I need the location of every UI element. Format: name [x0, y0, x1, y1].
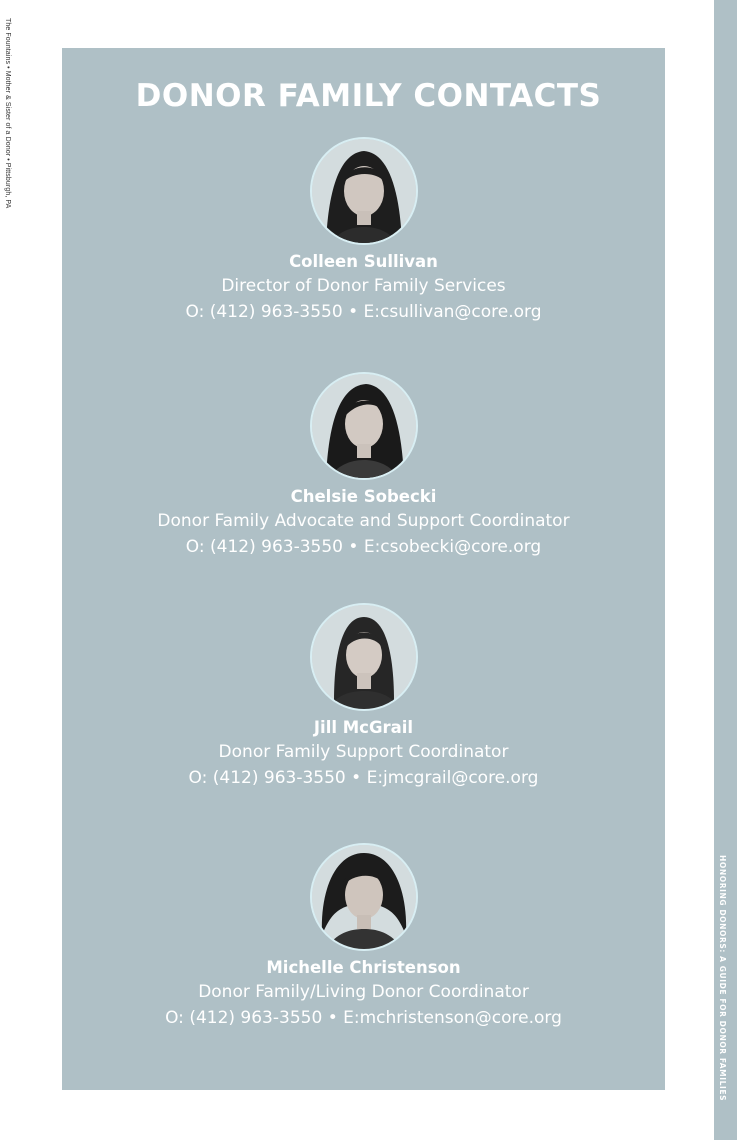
separator-bullet: • — [348, 537, 359, 557]
contact-card — [62, 372, 665, 560]
contact-details — [62, 1005, 665, 1031]
contact-role: Donor Family Support Coordinator — [218, 742, 509, 762]
page-title: DONOR FAMILY CONTACTS — [135, 78, 602, 114]
email-label: E: — [366, 768, 384, 788]
contact-name: Chelsie Sobecki — [290, 487, 437, 506]
phone-label: O: — [185, 537, 205, 557]
avatar — [310, 137, 418, 245]
phone-label: O: — [165, 1008, 184, 1028]
avatar — [310, 603, 418, 711]
email-address[interactable]: csobecki@core.org — [380, 537, 542, 557]
contact-role: Donor Family Advocate and Support Coordinator — [157, 511, 570, 531]
contact-card — [62, 603, 665, 791]
contact-details — [62, 299, 665, 325]
email-label: E: — [363, 537, 381, 557]
separator-bullet: • — [348, 302, 359, 322]
phone-number[interactable]: (412) 963-3550 — [189, 1008, 323, 1028]
phone-number[interactable]: (412) 963-3550 — [210, 537, 343, 557]
side-tab-label: HONORING DONORS: A GUIDE FOR DONOR FAMILIES — [718, 855, 727, 1102]
contact-card — [62, 843, 665, 1031]
phone-label: O: — [188, 768, 208, 788]
avatar — [310, 372, 418, 480]
contact-role: Donor Family/Living Donor Coordinator — [198, 982, 529, 1002]
email-address[interactable]: jmcgrail@core.org — [383, 768, 539, 788]
contact-name: Colleen Sullivan — [289, 252, 438, 271]
email-address[interactable]: mchristenson@core.org — [359, 1008, 562, 1028]
contact-role: Director of Donor Family Services — [221, 276, 506, 296]
side-caption: The Fountains • Mother & Sister of a Donor • Pittsburgh, PA — [4, 18, 11, 209]
email-label: E: — [343, 1008, 360, 1028]
contact-details — [62, 765, 665, 791]
contact-details — [62, 534, 665, 560]
side-tab — [714, 0, 737, 1140]
phone-number[interactable]: (412) 963-3550 — [212, 768, 346, 788]
email-label: E: — [363, 302, 380, 322]
separator-bullet: • — [351, 768, 362, 788]
contact-name: Michelle Christenson — [266, 958, 461, 977]
separator-bullet: • — [327, 1008, 338, 1028]
phone-label: O: — [185, 302, 205, 322]
avatar — [310, 843, 418, 951]
email-address[interactable]: csullivan@core.org — [379, 302, 542, 322]
contact-name: Jill McGrail — [313, 718, 414, 737]
contact-card — [62, 137, 665, 325]
phone-number[interactable]: (412) 963-3550 — [209, 302, 343, 322]
